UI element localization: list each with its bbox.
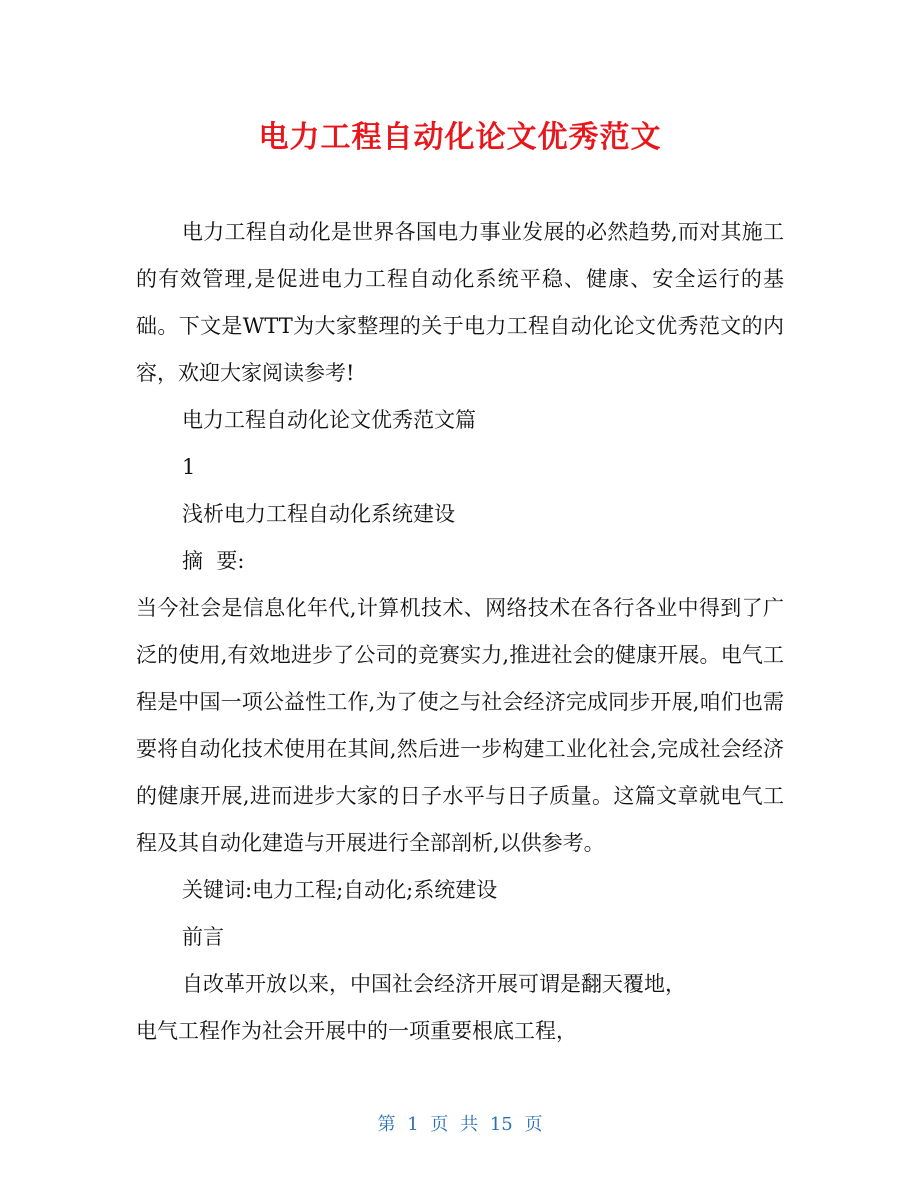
keywords-paragraph: 关键词:电力工程;自动化;系统建设: [182, 878, 498, 902]
abstract-paragraph: 当今社会是信息化年代,计算机技术、网络技术在各行各业中得到了广泛的使用,有效地进步了公司的竞赛实力,推进社会的健康开展。电气工程是中国一项公益性工作,为了使之与社会经济完成同步开展,咱们也需要将自动化技术使用在其间,然后进一步构建工业化社会,完成社会经济的健康开展,进而进步大家的日子水平与日子质量。这篇文章就电气工程及其自动化建造与开展进行全部剖析,以供参考。: [136, 596, 784, 855]
page-number-footer: 第 1 页 共 15 页: [377, 1114, 543, 1135]
section-number: 1: [182, 455, 196, 479]
intro-paragraph: 电力工程自动化是世界各国电力事业发展的必然趋势,而对其施工的有效管理,是促进电力工程自动化系统平稳、健康、安全运行的基础。下文是WTT为大家整理的关于电力工程自动化论文优秀范文的内容，欢迎大家阅读参考!: [136, 220, 784, 385]
section-heading: 电力工程自动化论文优秀范文篇: [182, 408, 476, 432]
preface-paragraph-line-2: 电气工程作为社会开展中的一项重要根底工程，: [136, 1019, 577, 1043]
preface-paragraph-line-1: 自改革开放以来，中国社会经济开展可谓是翻天覆地，: [182, 972, 686, 996]
document-title: 电力工程自动化论文优秀范文: [258, 120, 662, 155]
article-title: 浅析电力工程自动化系统建设: [182, 502, 455, 526]
preface-heading: 前言: [182, 925, 224, 949]
document-body: [136, 209, 784, 1055]
abstract-label: 摘 要:: [182, 549, 245, 573]
